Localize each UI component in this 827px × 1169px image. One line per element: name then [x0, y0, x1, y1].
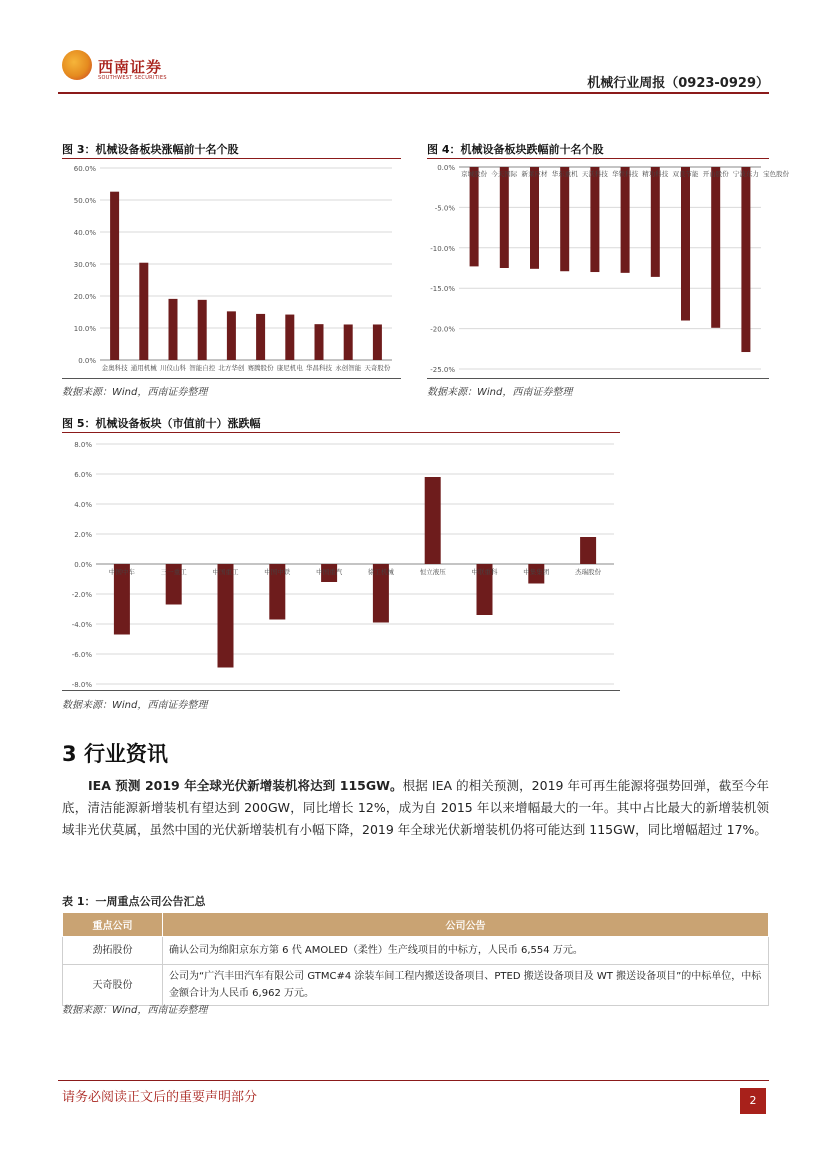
bar	[285, 315, 294, 360]
bar	[580, 537, 596, 564]
y-tick-label: 0.0%	[74, 561, 92, 569]
logo-name: 西南证券	[98, 58, 163, 76]
company-logo-icon	[62, 50, 92, 80]
fig3-source: 数据来源：Wind，西南证券整理	[62, 387, 208, 398]
category-label: 永创智能	[335, 364, 362, 372]
category-label: 杰瑞股份	[575, 568, 602, 576]
bar	[681, 167, 690, 321]
fig4-chart	[427, 160, 790, 378]
y-tick-label: -5.0%	[434, 204, 455, 213]
fig5-rule	[62, 432, 620, 433]
table-header-row	[63, 913, 769, 937]
y-tick-label: 20.0%	[73, 293, 96, 301]
y-tick-label: -8.0%	[71, 681, 92, 689]
category-label: 智能自控	[189, 364, 216, 372]
y-tick-label: 10.0%	[73, 325, 96, 333]
bar	[711, 167, 720, 328]
category-label: 川仪山科	[160, 364, 186, 372]
y-tick-label: 40.0%	[73, 229, 96, 237]
bar	[139, 263, 148, 360]
page-number: 2	[740, 1088, 766, 1114]
header-company: 重点公司	[63, 913, 163, 937]
table-title: 表 1：一周重点公司公告汇总	[62, 895, 206, 908]
row-company: 天奇股份	[63, 965, 163, 1006]
category-label: 通用机械	[130, 364, 157, 372]
paragraph-body: 根据 IEA 的相关预测，2019 年可再生能源将强势回弹，截至今年底，清洁能源新增装机有望达到 200GW，同比增长 12%，成为自 2015 年以来增幅最大的一年。其中占比最大的新增装机领域非光伏莫属，虽然中国的光伏新增装机有小幅下降，2019 年全球光伏新增装机仍将可能达到 115GW，同比增幅超过 17%。	[62, 778, 769, 837]
y-tick-label: -6.0%	[71, 651, 92, 659]
y-tick-label: 6.0%	[74, 471, 92, 479]
category-label: 精功科技	[642, 170, 669, 178]
fig4-bottom-rule	[427, 378, 769, 379]
notice-table	[62, 912, 769, 1006]
bar	[198, 300, 207, 360]
logo-subtitle: SOUTHWEST SECURITIES	[98, 75, 167, 81]
category-label: 康尼机电	[276, 364, 303, 372]
category-label: 宝色股份	[763, 170, 790, 178]
bar	[256, 314, 265, 360]
bar	[218, 564, 234, 668]
category-label: 今天国际	[491, 170, 518, 178]
category-label: 金奥科技	[101, 364, 128, 372]
y-tick-label: 8.0%	[74, 441, 92, 449]
paragraph-lead: IEA 预测 2019 年全球光伏新增装机将达到 115GW。	[88, 778, 403, 793]
y-tick-label: 4.0%	[74, 501, 92, 509]
y-tick-label: -20.0%	[430, 325, 455, 334]
bar	[530, 167, 539, 269]
y-tick-label: 60.0%	[73, 165, 96, 173]
category-label: 恒立液压	[419, 568, 446, 576]
y-tick-label: -10.0%	[430, 244, 455, 253]
bar	[425, 477, 441, 564]
bar	[110, 192, 119, 360]
bar	[621, 167, 630, 273]
category-label: 双良节能	[672, 170, 699, 178]
category-label: 华铁科技	[612, 170, 639, 178]
category-label: 华昌科技	[306, 364, 332, 372]
y-tick-label: 2.0%	[74, 531, 92, 539]
row-company: 劲拓股份	[63, 937, 163, 965]
footer-disclaimer: 请务必阅读正文后的重要声明部分	[62, 1090, 258, 1105]
header-notice: 公司公告	[163, 913, 769, 937]
category-label: 京城股份	[461, 170, 488, 178]
bar	[590, 167, 599, 272]
header-divider	[58, 92, 769, 94]
table-row	[63, 965, 769, 1006]
row-notice: 公司为“广汽丰田汽车有限公司 GTMC#4 涂装车间工程内搬送设备项目、PTED 搬送设备项目及 WT 搬送设备项目”的中标单位，中标金额合计为人民币 6,962 万元。	[163, 965, 769, 1006]
y-tick-label: -25.0%	[430, 366, 455, 374]
category-label: 徐工机械	[367, 568, 394, 576]
fig4-rule	[427, 158, 769, 159]
fig4-title: 图 4：机械设备板块跌幅前十名个股	[427, 143, 604, 156]
bar	[470, 167, 479, 266]
fig5-title: 图 5：机械设备板块（市值前十）涨跌幅	[62, 417, 261, 430]
bar	[651, 167, 660, 277]
section-paragraph	[62, 775, 769, 841]
fig5-source: 数据来源：Wind，西南证券整理	[62, 700, 208, 711]
bar	[373, 324, 382, 360]
fig3-bottom-rule	[62, 378, 401, 379]
section-heading: 行业资讯	[83, 742, 168, 766]
category-label: 中集集团	[523, 568, 550, 576]
table-source: 数据来源：Wind，西南证券整理	[62, 1005, 208, 1016]
row-notice: 确认公司为绵阳京东方第 6 代 AMOLED（柔性）生产线项目的中标方，人民币 6,554 万元。	[163, 937, 769, 965]
report-title: 机械行业周报（0923-0929）	[587, 76, 769, 91]
bar	[741, 167, 750, 352]
table-row	[63, 937, 769, 965]
bar	[227, 311, 236, 360]
y-tick-label: -15.0%	[430, 285, 455, 294]
category-label: 中国重工	[212, 568, 239, 576]
fig3-rule	[62, 158, 401, 159]
category-label: 中国中铁	[264, 568, 291, 576]
y-tick-label: 0.0%	[78, 357, 96, 365]
category-label: 宁波东力	[732, 170, 759, 178]
y-tick-label: 50.0%	[73, 197, 96, 205]
y-tick-label: 0.0%	[437, 164, 455, 172]
fig5-chart	[62, 434, 620, 690]
category-label: 赛腾股份	[247, 364, 274, 372]
bar	[315, 324, 324, 360]
fig3-chart	[62, 160, 401, 378]
category-label: 北方华创	[218, 364, 245, 372]
y-tick-label: 30.0%	[73, 261, 96, 269]
category-label: 华东重机	[551, 170, 578, 178]
category-label: 中国重汽	[316, 568, 343, 576]
bar	[500, 167, 509, 268]
category-label: 中国中车	[108, 568, 135, 576]
y-tick-label: -4.0%	[71, 621, 92, 629]
section-title	[62, 738, 168, 768]
bar	[169, 299, 178, 360]
section-number: 3	[62, 742, 77, 766]
fig5-bottom-rule	[62, 690, 620, 691]
category-label: 中联重科	[471, 568, 498, 576]
bar	[344, 324, 353, 360]
footer-divider	[58, 1080, 769, 1081]
fig4-source: 数据来源：Wind，西南证券整理	[427, 387, 573, 398]
y-tick-label: -2.0%	[71, 591, 92, 599]
category-label: 新莱应材	[521, 170, 548, 178]
category-label: 天奇股份	[364, 364, 391, 372]
fig3-title: 图 3：机械设备板块涨幅前十名个股	[62, 143, 239, 156]
bar	[560, 167, 569, 271]
category-label: 三一重工	[160, 568, 187, 576]
category-label: 天沃科技	[581, 170, 608, 178]
category-label: 开山股份	[702, 170, 729, 178]
